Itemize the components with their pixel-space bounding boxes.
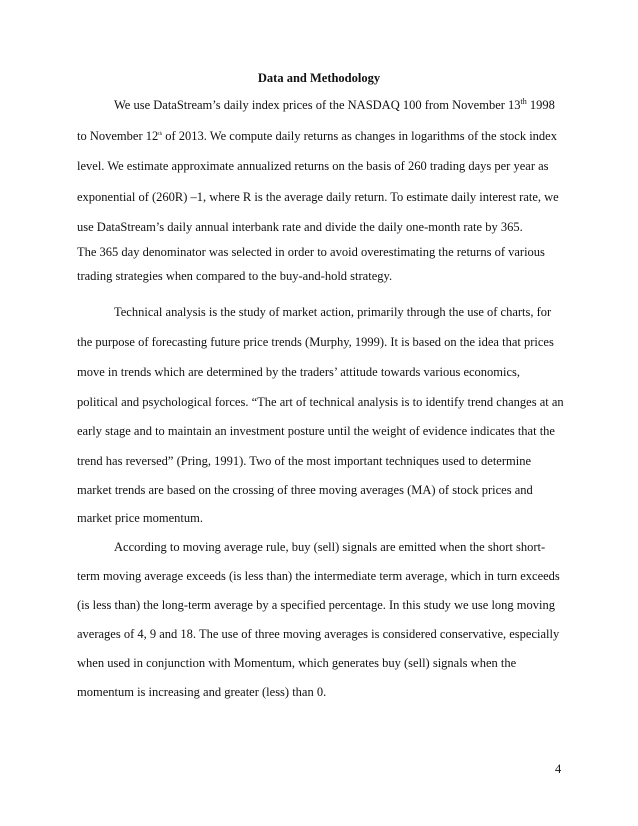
text-span: to November 12	[77, 129, 159, 143]
paragraph-1-line-1	[114, 97, 555, 113]
paragraph-2-line: early stage and to maintain an investment posture until the weight of evidence indicates that the	[77, 424, 555, 438]
paragraph-2-line: the purpose of forecasting future price trends (Murphy, 1999). It is based on the idea that prices	[77, 335, 554, 349]
text-span: We use DataStream’s daily index prices of the NASDAQ 100 from November 13	[114, 98, 521, 112]
superscript: th	[158, 132, 163, 137]
paragraph-3-line: when used in conjunction with Momentum, which generates buy (sell) signals when the	[77, 656, 517, 670]
superscript: th	[520, 97, 527, 106]
paragraph-2-line: move in trends which are determined by the traders’ attitude towards various economics,	[77, 365, 521, 379]
paragraph-1-line-7: trading strategies when compared to the buy-and-hold strategy.	[77, 269, 393, 283]
paragraph-2-line: market price momentum.	[77, 511, 204, 525]
paragraph-3-line: (is less than) the long-term average by a specified percentage. In this study we use long moving	[77, 598, 555, 612]
text-span: 1998	[526, 98, 555, 112]
paragraph-1-line-2	[77, 128, 557, 144]
paragraph-2-line: market trends are based on the crossing of three moving averages (MA) of stock prices and	[77, 483, 533, 497]
paragraph-1-line-3: level. We estimate approximate annualized returns on the basis of 260 trading days per year as	[77, 159, 549, 173]
paragraph-3-line: momentum is increasing and greater (less) than 0.	[77, 685, 327, 699]
paragraph-3-line: term moving average exceeds (is less than) the intermediate term average, which in turn exceeds	[77, 569, 560, 583]
paragraph-1-line-5: use DataStream’s daily annual interbank rate and divide the daily one-month rate by 365.	[77, 220, 523, 234]
paragraph-3-line: According to moving average rule, buy (sell) signals are emitted when the short short-	[114, 540, 546, 554]
paragraph-2-line: trend has reversed” (Pring, 1991). Two of the most important techniques used to determine	[77, 454, 531, 468]
text-span: of 2013. We compute daily returns as changes in logarithms of the stock index	[162, 129, 557, 143]
paragraph-3-line: averages of 4, 9 and 18. The use of three moving averages is considered conservative, especially	[77, 627, 560, 641]
paragraph-2-line: Technical analysis is the study of market action, primarily through the use of charts, for	[114, 305, 552, 319]
paragraph-1-line-6: The 365 day denominator was selected in order to avoid overestimating the returns of various	[77, 245, 545, 259]
section-heading: Data and Methodology	[257, 71, 381, 85]
paragraph-2-line: political and psychological forces. “The art of technical analysis is to identify trend changes at an	[77, 395, 564, 409]
paragraph-1-line-4: exponential of (260R) –1, where R is the average daily return. To estimate daily interest rate, we	[77, 190, 559, 204]
page-number: 4	[555, 762, 562, 776]
